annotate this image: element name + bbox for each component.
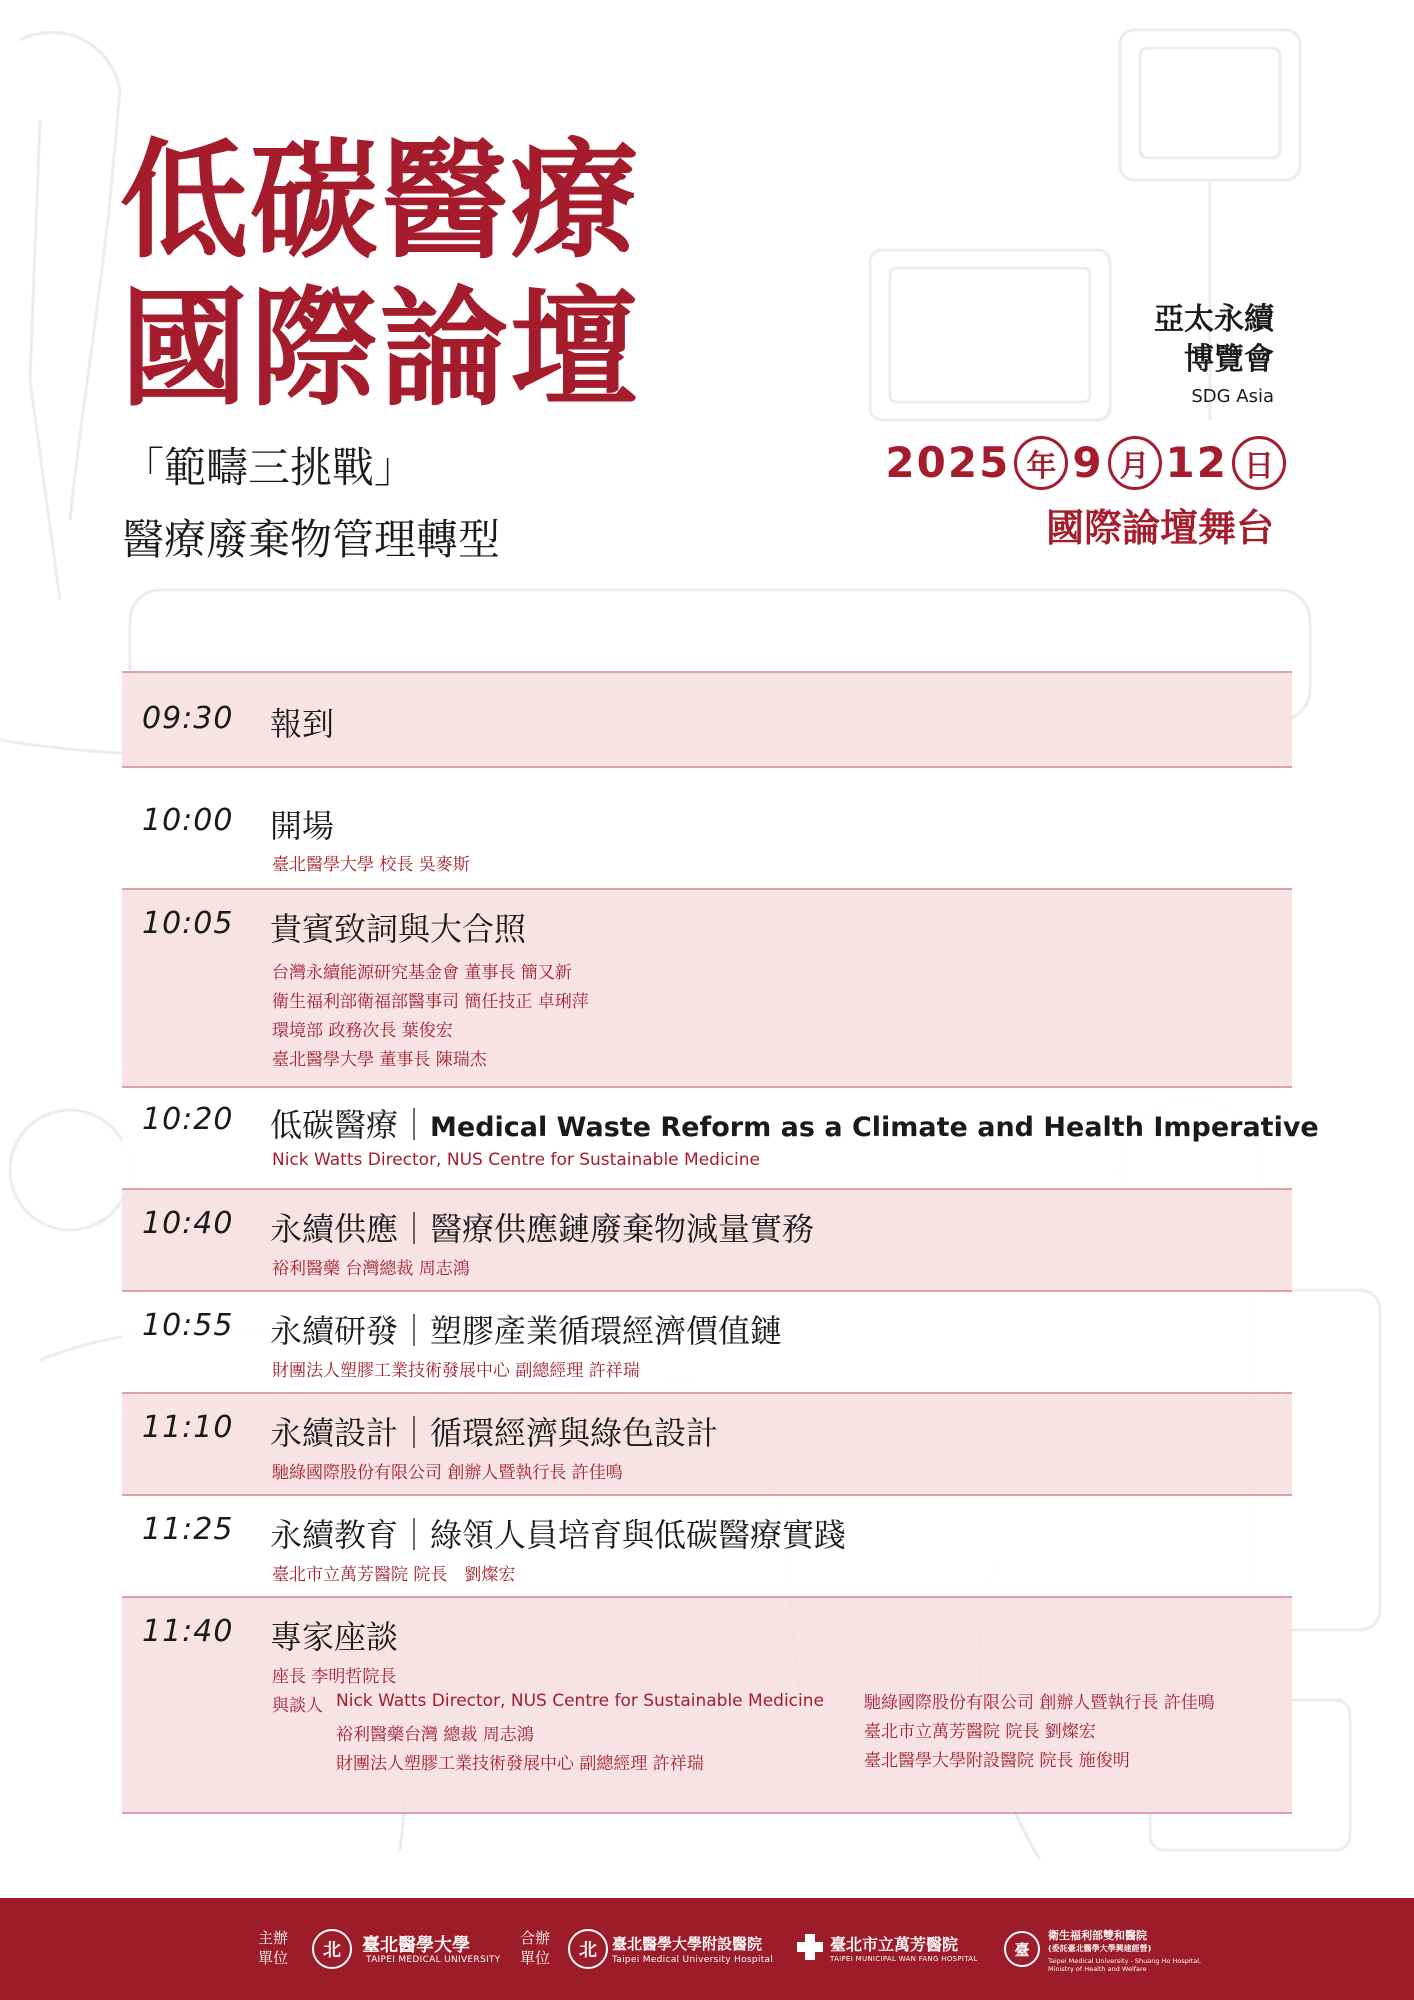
subtitle-line-2: 醫療廢棄物管理轉型 (122, 515, 501, 564)
agenda-speaker: Nick Watts Director, NUS Centre for Sustainable Medicine (272, 1150, 760, 1170)
event-date (885, 433, 1290, 493)
panelist: Nick Watts Director, NUS Centre for Sustainable Medicine (336, 1691, 824, 1711)
agenda-title: 開場 (270, 807, 335, 845)
event-venue: 國際論壇舞台 (1045, 506, 1274, 550)
agenda-row (122, 1496, 1292, 1598)
agenda-title: 永續設計｜循環經濟與綠色設計 (270, 1414, 719, 1452)
agenda-time: 10:20 (142, 1102, 234, 1137)
agenda-time: 10:40 (142, 1206, 234, 1241)
shuanghe-name-note: (委託臺北醫學大學興建經營) (1048, 1944, 1152, 1953)
agenda-title: 貴賓致詞與大合照 (270, 910, 527, 948)
title-line-2: 國際論壇 (120, 275, 641, 424)
poster-title (120, 128, 640, 424)
agenda-speaker: 馳綠國際股份有限公司 創辦人暨執行長 許佳鳴 (272, 1463, 623, 1483)
date-year-char: 年 (1014, 436, 1068, 490)
panel-chair: 座長 李明哲院長 (272, 1667, 397, 1687)
title-line-1: 低碳醫療 (120, 127, 641, 276)
date-year: 2025 (885, 438, 1011, 487)
date-month: 9 (1072, 438, 1104, 487)
agenda-time: 09:30 (142, 701, 234, 736)
agenda-row (122, 1088, 1319, 1190)
agenda-title-en: Medical Waste Reform as a Climate and Health Imperative (430, 1112, 1319, 1143)
wanfang-name: 臺北市立萬芳醫院 (830, 1935, 959, 1954)
date-day: 12 (1165, 438, 1228, 487)
agenda-time: 11:10 (142, 1410, 234, 1445)
agenda-row (122, 1292, 1292, 1394)
agenda-time: 10:55 (142, 1308, 234, 1343)
panelist: 財團法人塑膠工業技術發展中心 副總經理 許祥瑞 (336, 1754, 704, 1774)
expo-line-1: 亞太永續 (1154, 302, 1274, 337)
agenda-speaker: 環境部 政務次長 葉俊宏 (272, 1021, 453, 1041)
agenda-time: 10:00 (142, 803, 234, 838)
agenda-title: 專家座談 (270, 1618, 399, 1656)
poster-subtitle (122, 432, 500, 576)
organizer-label: 主辦 單位 (258, 1929, 289, 1967)
agenda-time: 11:40 (142, 1614, 234, 1649)
shuanghe-name: 衛生福利部雙和醫院 (1048, 1929, 1147, 1942)
panelist: 臺北醫學大學附設醫院 院長 施俊明 (864, 1751, 1130, 1771)
tmuh-seal-icon: 北 (568, 1929, 608, 1969)
agenda-title-zh: 低碳醫療｜ (270, 1106, 431, 1144)
agenda-title: 永續供應｜醫療供應鏈廢棄物減量實務 (270, 1210, 815, 1248)
agenda-speaker: 臺北醫學大學 校長 吳麥斯 (272, 855, 470, 875)
panel-label: 與談人 (272, 1696, 323, 1716)
agenda-time: 11:25 (142, 1512, 234, 1547)
tmu-seal-icon: 北 (312, 1929, 352, 1969)
sponsor-footer (0, 1898, 1414, 2000)
agenda-row (122, 1190, 1292, 1292)
panelist: 裕利醫藥台灣 總裁 周志鴻 (336, 1725, 534, 1745)
expo-line-3: SDG Asia (1191, 386, 1274, 407)
expo-name (1154, 300, 1274, 414)
wanfang-cross-icon (797, 1934, 823, 1960)
tmuh-name: 臺北醫學大學附設醫院 (612, 1935, 763, 1953)
agenda-title: 報到 (270, 705, 335, 743)
agenda-title: 永續教育｜綠領人員培育與低碳醫療實踐 (270, 1516, 847, 1554)
expo-line-2: 博覽會 (1184, 342, 1274, 377)
agenda-row (122, 1394, 1292, 1496)
date-month-char: 月 (1108, 436, 1162, 490)
tmu-name-en: TAIPEI MEDICAL UNIVERSITY (366, 1955, 501, 1965)
panelist: 臺北市立萬芳醫院 院長 劉燦宏 (864, 1722, 1096, 1742)
agenda-table (122, 671, 1319, 1814)
agenda-row (122, 673, 1292, 768)
shuanghe-name-en-1: Taipei Medical University - Shuang Ho Hospital, (1048, 1957, 1202, 1965)
co-organizer-label: 合辦 單位 (520, 1929, 551, 1967)
agenda-time: 10:05 (142, 906, 234, 941)
tmu-name: 臺北醫學大學 (362, 1935, 470, 1956)
agenda-row (122, 1598, 1292, 1814)
agenda-title: 永續研發｜塑膠產業循環經濟價值鏈 (270, 1312, 783, 1350)
shuanghe-seal-icon: 臺 (1004, 1931, 1040, 1967)
panelist: 馳綠國際股份有限公司 創辦人暨執行長 許佳鳴 (864, 1693, 1215, 1713)
agenda-speaker: 台灣永續能源研究基金會 董事長 簡又新 (272, 963, 572, 983)
agenda-speaker: 裕利醫藥 台灣總裁 周志鴻 (272, 1259, 470, 1279)
agenda-title (270, 1100, 1319, 1146)
agenda-speaker: 衛生福利部衛福部醫事司 簡任技正 卓琍萍 (272, 992, 589, 1012)
agenda-row (122, 768, 1292, 890)
shuanghe-name-en-2: Ministry of Health and Welfare (1048, 1965, 1147, 1973)
agenda-row (122, 890, 1292, 1088)
tmuh-name-en: Taipei Medical University Hospital (612, 1955, 774, 1965)
subtitle-line-1: 「範疇三挑戰」 (122, 443, 417, 492)
date-day-char: 日 (1232, 436, 1286, 490)
agenda-speaker: 臺北市立萬芳醫院 院長 劉燦宏 (272, 1565, 516, 1585)
agenda-speaker: 臺北醫學大學 董事長 陳瑞杰 (272, 1050, 487, 1070)
wanfang-name-en: TAIPEI MUNICIPAL WAN FANG HOSPITAL (830, 1955, 978, 1963)
agenda-speaker: 財團法人塑膠工業技術發展中心 副總經理 許祥瑞 (272, 1361, 640, 1381)
